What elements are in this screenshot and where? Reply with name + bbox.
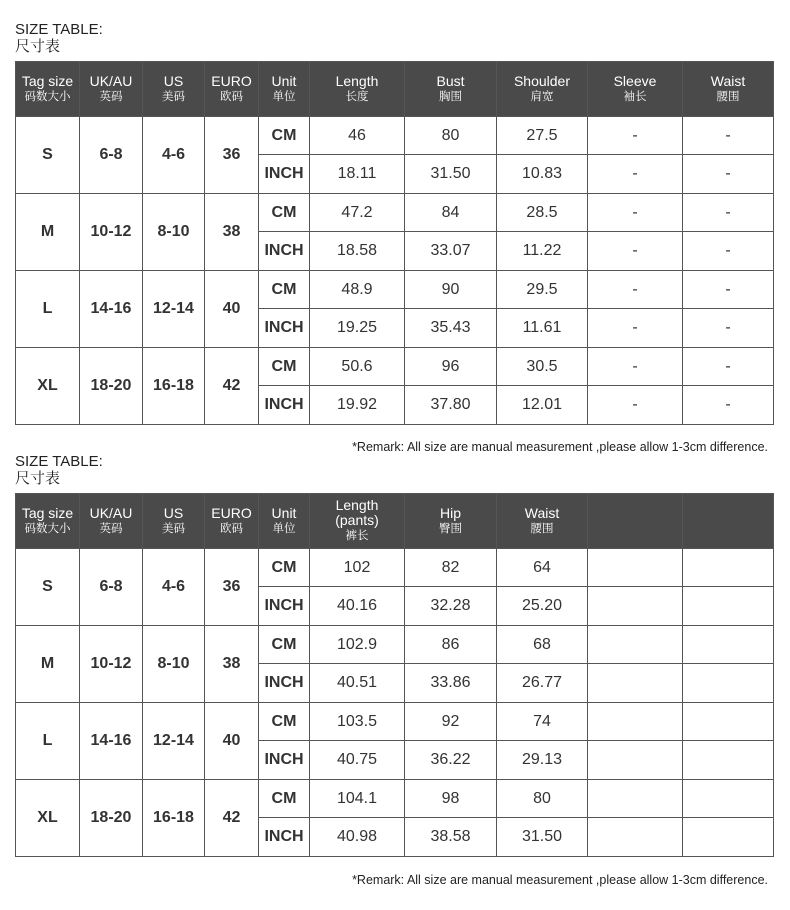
uk-au-cell: 10-12 (80, 194, 143, 271)
table-row (16, 626, 774, 664)
shoulder-cell: 28.5 (497, 194, 588, 232)
waist-cell: - (683, 386, 774, 425)
bust-cell: 33.07 (405, 232, 497, 271)
hip-cell: 82 (405, 549, 497, 587)
length-cell: 19.92 (310, 386, 405, 425)
header-bust: Bust 胸围 (405, 62, 497, 117)
uk-au-cell: 14-16 (80, 703, 143, 780)
empty-cell (683, 741, 774, 780)
length-cell: 40.51 (310, 664, 405, 703)
uk-au-cell: 6-8 (80, 117, 143, 194)
waist-cell: - (683, 194, 774, 232)
bust-cell: 31.50 (405, 155, 497, 194)
length-cell: 103.5 (310, 703, 405, 741)
header-tag-size: Tag size 码数大小 (16, 494, 80, 549)
unit-inch-cell: INCH (259, 587, 310, 626)
unit-inch-cell: INCH (259, 232, 310, 271)
tag-size-cell: XL (16, 780, 80, 857)
sleeve-cell: - (588, 232, 683, 271)
waist-cell: - (683, 155, 774, 194)
waist-cell: 25.20 (497, 587, 588, 626)
section-title: SIZE TABLE: 尺寸表 (15, 21, 103, 55)
empty-cell (588, 741, 683, 780)
tag-size-cell: S (16, 549, 80, 626)
header-length-pants: Length (pants) 裤长 (310, 494, 405, 549)
hip-cell: 32.28 (405, 587, 497, 626)
unit-cm-cell: CM (259, 549, 310, 587)
unit-inch-cell: INCH (259, 155, 310, 194)
empty-cell (683, 664, 774, 703)
header-empty (683, 494, 774, 549)
empty-cell (588, 780, 683, 818)
length-cell: 47.2 (310, 194, 405, 232)
empty-cell (683, 780, 774, 818)
empty-cell (588, 703, 683, 741)
empty-cell (683, 703, 774, 741)
unit-inch-cell: INCH (259, 386, 310, 425)
length-cell: 40.75 (310, 741, 405, 780)
unit-inch-cell: INCH (259, 664, 310, 703)
hip-cell: 33.86 (405, 664, 497, 703)
sleeve-cell: - (588, 271, 683, 309)
header-unit: Unit 单位 (259, 62, 310, 117)
uk-au-cell: 18-20 (80, 348, 143, 425)
section-title: SIZE TABLE: 尺寸表 (15, 453, 103, 487)
remark-note: *Remark: All size are manual measurement ,please allow 1-3cm difference. (352, 873, 768, 887)
empty-cell (683, 626, 774, 664)
shoulder-cell: 11.61 (497, 309, 588, 348)
empty-cell (588, 587, 683, 626)
empty-cell (683, 549, 774, 587)
euro-cell: 38 (205, 194, 259, 271)
tag-size-cell: S (16, 117, 80, 194)
us-cell: 16-18 (143, 348, 205, 425)
tag-size-cell: L (16, 703, 80, 780)
length-cell: 46 (310, 117, 405, 155)
empty-cell (683, 818, 774, 857)
euro-cell: 38 (205, 626, 259, 703)
empty-cell (588, 664, 683, 703)
length-cell: 50.6 (310, 348, 405, 386)
hip-cell: 98 (405, 780, 497, 818)
header-waist: Waist 腰围 (683, 62, 774, 117)
unit-cm-cell: CM (259, 703, 310, 741)
euro-cell: 40 (205, 271, 259, 348)
unit-inch-cell: INCH (259, 309, 310, 348)
euro-cell: 36 (205, 549, 259, 626)
waist-cell: 64 (497, 549, 588, 587)
header-waist: Waist 腰围 (497, 494, 588, 549)
waist-cell: 29.13 (497, 741, 588, 780)
unit-cm-cell: CM (259, 271, 310, 309)
euro-cell: 42 (205, 780, 259, 857)
header-hip: Hip 臀围 (405, 494, 497, 549)
bust-cell: 96 (405, 348, 497, 386)
header-uk-au: UK/AU 英码 (80, 494, 143, 549)
tag-size-cell: M (16, 626, 80, 703)
table-row (16, 703, 774, 741)
bust-cell: 90 (405, 271, 497, 309)
hip-cell: 36.22 (405, 741, 497, 780)
hip-cell: 38.58 (405, 818, 497, 857)
table-row (16, 348, 774, 386)
empty-cell (588, 818, 683, 857)
header-euro: EURO 欧码 (205, 494, 259, 549)
size-table-pants (15, 493, 774, 857)
sleeve-cell: - (588, 117, 683, 155)
tag-size-cell: XL (16, 348, 80, 425)
sleeve-cell: - (588, 348, 683, 386)
header-uk-au: UK/AU 英码 (80, 62, 143, 117)
remark-note: *Remark: All size are manual measurement ,please allow 1-3cm difference. (352, 440, 768, 454)
waist-cell: 80 (497, 780, 588, 818)
unit-inch-cell: INCH (259, 741, 310, 780)
length-cell: 18.11 (310, 155, 405, 194)
us-cell: 4-6 (143, 117, 205, 194)
header-shoulder: Shoulder 肩宽 (497, 62, 588, 117)
waist-cell: 31.50 (497, 818, 588, 857)
unit-cm-cell: CM (259, 117, 310, 155)
header-empty (588, 494, 683, 549)
us-cell: 12-14 (143, 703, 205, 780)
unit-cm-cell: CM (259, 626, 310, 664)
length-cell: 40.98 (310, 818, 405, 857)
us-cell: 16-18 (143, 780, 205, 857)
us-cell: 8-10 (143, 626, 205, 703)
unit-inch-cell: INCH (259, 818, 310, 857)
euro-cell: 36 (205, 117, 259, 194)
header-sleeve: Sleeve 袖长 (588, 62, 683, 117)
sleeve-cell: - (588, 155, 683, 194)
table-row (16, 194, 774, 232)
euro-cell: 40 (205, 703, 259, 780)
tag-size-cell: L (16, 271, 80, 348)
unit-cm-cell: CM (259, 780, 310, 818)
empty-cell (588, 626, 683, 664)
waist-cell: - (683, 309, 774, 348)
table-header-row (16, 494, 774, 549)
length-cell: 18.58 (310, 232, 405, 271)
length-cell: 40.16 (310, 587, 405, 626)
hip-cell: 86 (405, 626, 497, 664)
header-unit: Unit 单位 (259, 494, 310, 549)
shoulder-cell: 12.01 (497, 386, 588, 425)
length-cell: 19.25 (310, 309, 405, 348)
header-us: US 美码 (143, 62, 205, 117)
euro-cell: 42 (205, 348, 259, 425)
table-row (16, 780, 774, 818)
uk-au-cell: 18-20 (80, 780, 143, 857)
length-cell: 104.1 (310, 780, 405, 818)
table-row (16, 549, 774, 587)
hip-cell: 92 (405, 703, 497, 741)
uk-au-cell: 6-8 (80, 549, 143, 626)
bust-cell: 35.43 (405, 309, 497, 348)
uk-au-cell: 14-16 (80, 271, 143, 348)
unit-cm-cell: CM (259, 194, 310, 232)
header-length: Length 长度 (310, 62, 405, 117)
table-row (16, 271, 774, 309)
bust-cell: 37.80 (405, 386, 497, 425)
unit-cm-cell: CM (259, 348, 310, 386)
waist-cell: - (683, 117, 774, 155)
shoulder-cell: 27.5 (497, 117, 588, 155)
empty-cell (588, 549, 683, 587)
header-euro: EURO 欧码 (205, 62, 259, 117)
waist-cell: 74 (497, 703, 588, 741)
sleeve-cell: - (588, 386, 683, 425)
size-table-tops (15, 61, 774, 425)
shoulder-cell: 11.22 (497, 232, 588, 271)
table-header-row (16, 62, 774, 117)
length-cell: 48.9 (310, 271, 405, 309)
empty-cell (683, 587, 774, 626)
waist-cell: 68 (497, 626, 588, 664)
table-row (16, 117, 774, 155)
shoulder-cell: 29.5 (497, 271, 588, 309)
length-cell: 102.9 (310, 626, 405, 664)
header-tag-size: Tag size 码数大小 (16, 62, 80, 117)
uk-au-cell: 10-12 (80, 626, 143, 703)
shoulder-cell: 10.83 (497, 155, 588, 194)
header-us: US 美码 (143, 494, 205, 549)
bust-cell: 80 (405, 117, 497, 155)
length-cell: 102 (310, 549, 405, 587)
sleeve-cell: - (588, 309, 683, 348)
waist-cell: 26.77 (497, 664, 588, 703)
tag-size-cell: M (16, 194, 80, 271)
waist-cell: - (683, 232, 774, 271)
bust-cell: 84 (405, 194, 497, 232)
us-cell: 4-6 (143, 549, 205, 626)
us-cell: 12-14 (143, 271, 205, 348)
waist-cell: - (683, 348, 774, 386)
sleeve-cell: - (588, 194, 683, 232)
shoulder-cell: 30.5 (497, 348, 588, 386)
us-cell: 8-10 (143, 194, 205, 271)
waist-cell: - (683, 271, 774, 309)
